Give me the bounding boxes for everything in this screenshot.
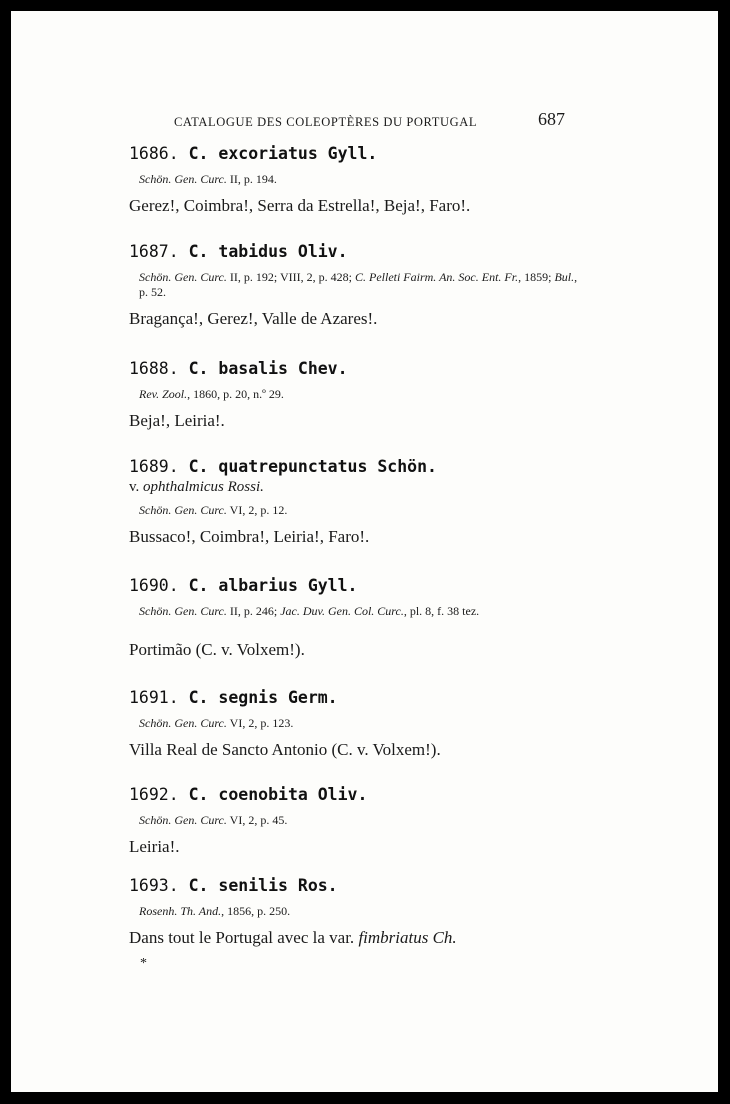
bibliographic-reference: Schön. Gen. Curc. VI, 2, p. 12. [139, 503, 288, 517]
page [11, 11, 718, 1092]
entry-title [129, 241, 649, 263]
entry-number: 1693. [129, 876, 179, 895]
bibliographic-reference: Schön. Gen. Curc. II, p. 192; VIII, 2, p. 428; C. Pelleti Fairm. An. Soc. Ent. Fr., 1859; Bul., p. 52. [139, 270, 578, 299]
localities: Gerez!, Coimbra!, Serra da Estrella!, Beja!, Faro!. [129, 196, 471, 215]
page-number: 687 [538, 109, 565, 129]
entry-number: 1686. [129, 144, 179, 163]
variety-line: v. ophthalmicus Rossi. [129, 479, 264, 495]
entry-title [129, 784, 649, 806]
species-name: C. basalis Chev. [188, 359, 348, 378]
localities: Bussaco!, Coimbra!, Leiria!, Faro!. [129, 527, 370, 546]
running-header [11, 107, 718, 131]
catalogue-entry [129, 687, 649, 761]
species-name: C. senilis Ros. [188, 876, 338, 895]
entry-number: 1690. [129, 576, 179, 595]
catalogue-entry [129, 875, 649, 949]
species-name: C. quatrepunctatus Schön. [188, 457, 437, 476]
localities: Villa Real de Sancto Antonio (C. v. Volxem!). [129, 740, 441, 759]
species-name: C. excoriatus Gyll. [188, 144, 378, 163]
entry-title [129, 456, 649, 478]
species-name: C. tabidus Oliv. [188, 242, 348, 261]
running-title: CATALOGUE DES COLEOPTÈRES DU PORTUGAL [174, 115, 478, 129]
localities: Leiria!. [129, 837, 180, 856]
entry-number: 1691. [129, 688, 179, 707]
entry-title [129, 687, 649, 709]
entry-number: 1689. [129, 457, 179, 476]
species-name: C. coenobita Oliv. [188, 785, 368, 804]
variety-name: fimbriatus Ch. [358, 928, 457, 947]
species-name: C. segnis Germ. [188, 688, 338, 707]
bibliographic-reference: Schön. Gen. Curc. VI, 2, p. 45. [139, 813, 288, 827]
localities: Dans tout le Portugal avec la var. fimbriatus Ch. [129, 928, 457, 947]
species-name: C. albarius Gyll. [188, 576, 358, 595]
entry-title [129, 143, 649, 165]
localities: Bragança!, Gerez!, Valle de Azares!. [129, 309, 378, 328]
catalogue-entry [129, 575, 649, 661]
localities: Beja!, Leiria!. [129, 411, 225, 430]
variety-name: ophthalmicus Rossi. [143, 479, 264, 495]
entry-title [129, 875, 649, 897]
catalogue-entry [129, 358, 649, 432]
catalogue-entry [129, 456, 649, 548]
entry-number: 1687. [129, 242, 179, 261]
entry-title [129, 358, 649, 380]
bibliographic-reference: Rosenh. Th. And., 1856, p. 250. [139, 904, 291, 918]
entry-title [129, 575, 649, 597]
entry-number: 1692. [129, 785, 179, 804]
catalogue-entry [129, 143, 649, 217]
catalogue-entry [129, 241, 649, 330]
bibliographic-reference: Schön. Gen. Curc. II, p. 194. [139, 172, 277, 186]
footnote-mark: * [140, 956, 147, 971]
catalogue-entry [129, 784, 649, 858]
bibliographic-reference: Rev. Zool., 1860, p. 20, n.º 29. [139, 387, 284, 401]
localities: Portimão (C. v. Volxem!). [129, 640, 305, 659]
bibliographic-reference: Schön. Gen. Curc. VI, 2, p. 123. [139, 716, 294, 730]
bibliographic-reference: Schön. Gen. Curc. II, p. 246; Jac. Duv. Gen. Col. Curc., pl. 8, f. 38 tez. [139, 604, 480, 618]
entry-number: 1688. [129, 359, 179, 378]
